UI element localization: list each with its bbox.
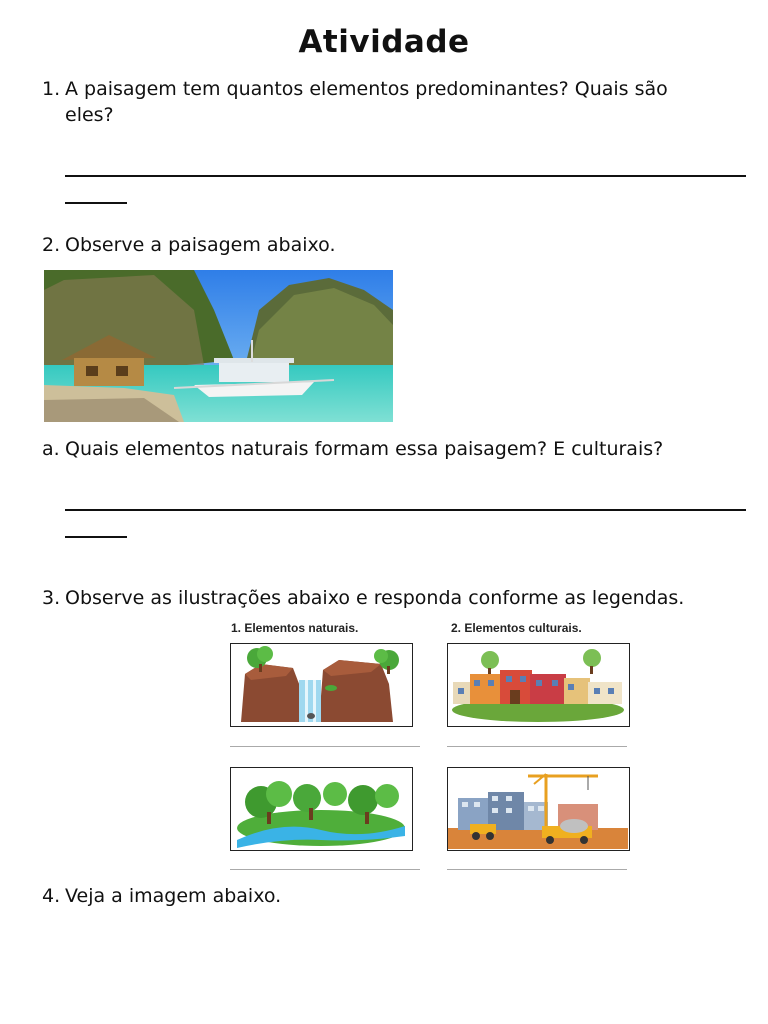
question-3 — [42, 585, 762, 611]
question-a-number: a. — [42, 438, 60, 460]
river-trees-illustration — [230, 767, 413, 851]
construction-site-illustration — [447, 767, 630, 851]
answer-line-illustration-4[interactable] — [447, 869, 627, 870]
question-3-number: 3. — [42, 587, 61, 609]
question-a — [42, 436, 742, 462]
question-2-text: Observe a paisagem abaixo. — [65, 234, 336, 256]
answer-line-illustration-3[interactable] — [230, 869, 420, 870]
question-2-number: 2. — [42, 234, 61, 256]
question-1-number: 1. — [42, 78, 61, 100]
answer-line-illustration-1[interactable] — [230, 746, 420, 747]
question-1-line-1: A paisagem tem quantos elementos predominantes? Quais são — [65, 78, 668, 100]
answer-line-1b[interactable] — [65, 202, 127, 204]
town-buildings-illustration — [447, 643, 630, 727]
answer-line-1a[interactable] — [65, 175, 746, 177]
question-a-text: Quais elementos naturais formam essa paisagem? E culturais? — [65, 438, 664, 460]
question-1-line-2: eles? — [65, 104, 114, 126]
question-3-text: Observe as ilustrações abaixo e responda conforme as legendas. — [65, 587, 685, 609]
page-title: Atividade — [298, 24, 470, 60]
question-4-text: Veja a imagem abaixo. — [65, 885, 282, 907]
answer-line-illustration-2[interactable] — [447, 746, 627, 747]
legend-cultural: 2. Elementos culturais. — [451, 621, 582, 635]
question-4-number: 4. — [42, 885, 61, 907]
landscape-photo — [44, 270, 393, 422]
question-2 — [42, 232, 642, 258]
question-4 — [42, 883, 642, 909]
question-1 — [42, 76, 732, 128]
legend-natural: 1. Elementos naturais. — [231, 621, 359, 635]
waterfall-cliff-illustration — [230, 643, 413, 727]
answer-line-a2[interactable] — [65, 536, 127, 538]
answer-line-a1[interactable] — [65, 509, 746, 511]
